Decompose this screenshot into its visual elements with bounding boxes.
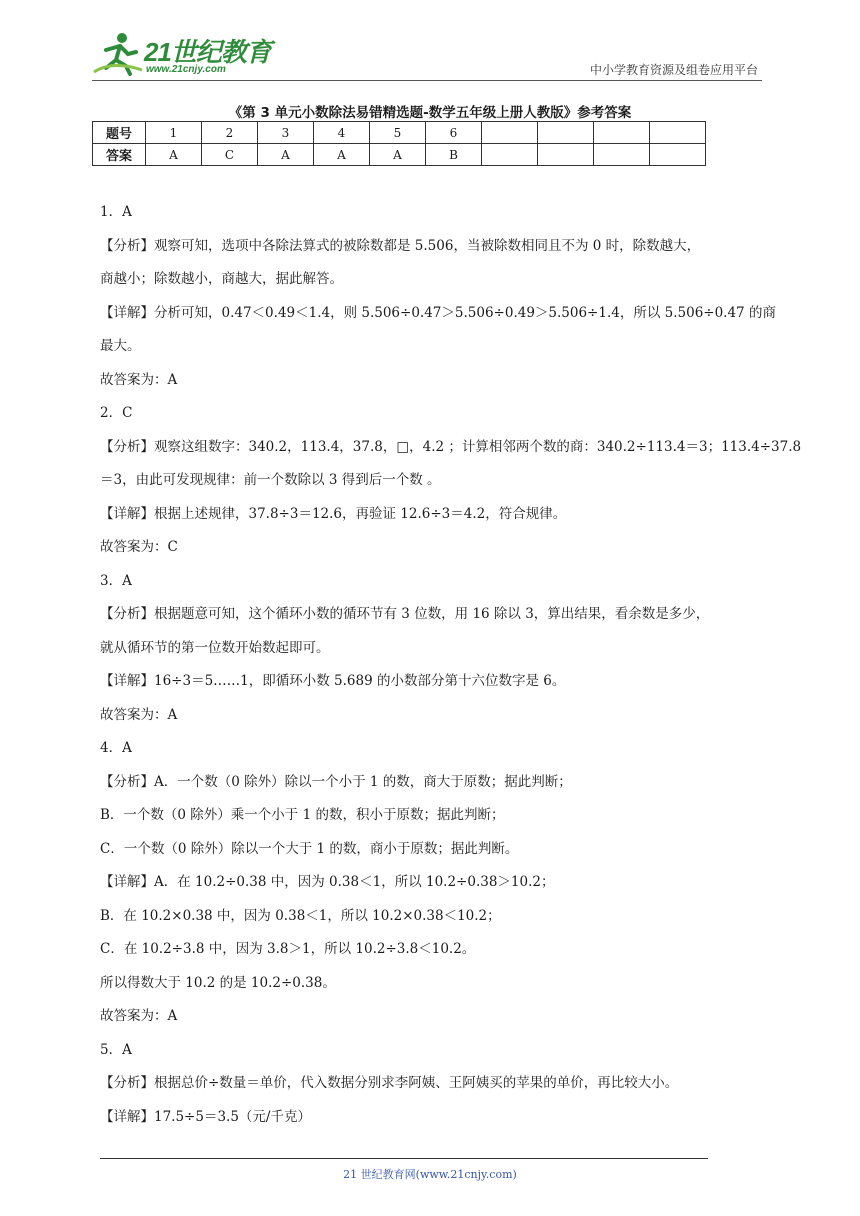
solution-line: 5．A [100, 1041, 132, 1058]
site-logo [92, 28, 272, 80]
answer-cell [538, 144, 594, 166]
solution-line: ＝3，由此可发现规律：前一个数除以 3 得到后一个数 。 [100, 472, 441, 488]
solution-line: 最大。 [100, 338, 141, 354]
solution-line: 2．C [100, 405, 133, 421]
answer-row [93, 144, 706, 166]
solution-line: 【分析】观察这组数字：340.2，113.4，37.8，□，4.2 ；计算相邻两个数的商：340.2÷113.4＝3；113.4÷37.8 [100, 438, 802, 455]
page-header [92, 28, 762, 80]
footer-divider [100, 1158, 708, 1159]
solution-line: 就从循环节的第一位数开始数起即可。 [100, 639, 330, 656]
solution-line: 【详解】分析可知，0.47＜0.49＜1.4，则 5.506÷0.47＞5.506÷0.49＞5.506÷1.4，所以 5.506÷0.47 的商 [100, 304, 776, 321]
solutions-body [100, 196, 802, 1134]
header-divider [92, 80, 762, 81]
question-number-cell: 3 [258, 122, 314, 144]
answer-table [92, 121, 706, 166]
logo-text: 21世纪教育 [144, 37, 271, 67]
solution-line: 【详解】17.5÷5＝3.5（元/千克） [100, 1108, 311, 1125]
question-number-row [93, 122, 706, 144]
solution-line: 商越小；除数越小，商越大，据此解答。 [100, 271, 343, 287]
question-number-cell [538, 122, 594, 144]
solution-line: 【分析】A．一个数（0 除外）除以一个小于 1 的数，商大于原数；据此判断； [100, 773, 572, 790]
solution-line: C．一个数（0 除外）除以一个大于 1 的数，商小于原数；据此判断。 [100, 840, 519, 857]
solution-line: 【分析】观察可知，选项中各除法算式的被除数都是 5.506，当被除数相同且不为 0 时，除数越大， [100, 237, 701, 254]
solution-line: 【详解】根据上述规律，37.8÷3＝12.6，再验证 12.6÷3＝4.2，符合规律。 [100, 505, 567, 522]
answer-cell: A [146, 144, 202, 166]
solution-line: 故答案为：A [100, 371, 178, 388]
solution-line: B．一个数（0 除外）乘一个小于 1 的数，积小于原数；据此判断； [100, 807, 505, 823]
question-number-cell [482, 122, 538, 144]
document-title: 《第 3 单元小数除法易错精选题-数学五年级上册人教版》参考答案 [228, 105, 632, 121]
solution-line: 【分析】根据总价÷数量＝单价，代入数据分别求李阿姨、王阿姨买的苹果的单价，再比较大小。 [100, 1075, 679, 1091]
question-number-cell: 4 [314, 122, 370, 144]
runner-logo-icon [92, 30, 144, 76]
solution-line: 1．A [100, 204, 132, 220]
solution-line: C．在 10.2÷3.8 中，因为 3.8＞1，所以 10.2÷3.8＜10.2。 [100, 941, 476, 957]
answer-cell: A [370, 144, 426, 166]
row-label-question: 题号 [93, 122, 146, 144]
row-label-answer: 答案 [93, 144, 146, 166]
solution-line: 3．A [100, 572, 132, 589]
question-number-cell [594, 122, 650, 144]
answer-cell [650, 144, 706, 166]
logo-url: www.21cnjy.com [146, 64, 226, 75]
solution-line: 故答案为：A [100, 706, 178, 723]
question-number-cell: 2 [202, 122, 258, 144]
answer-cell [482, 144, 538, 166]
solution-line: 所以得数大于 10.2 的是 10.2÷0.38。 [100, 974, 336, 991]
solution-line: 故答案为：C [100, 539, 178, 555]
solution-line: 【分析】根据题意可知，这个循环小数的循环节有 3 位数，用 16 除以 3，算出结果，看余数是多少， [100, 606, 710, 622]
answer-cell: C [202, 144, 258, 166]
solution-line: 故答案为：A [100, 1008, 178, 1024]
platform-label: 中小学教育资源及组卷应用平台 [589, 63, 758, 77]
solution-line: 【详解】16÷3＝5……1，即循环小数 5.689 的小数部分第十六位数字是 6。 [100, 673, 566, 689]
question-number-cell [650, 122, 706, 144]
answer-cell: A [258, 144, 314, 166]
question-number-cell: 6 [426, 122, 482, 144]
solution-line: 【详解】A．在 10.2÷0.38 中，因为 0.38＜1，所以 10.2÷0.38＞10.2； [100, 874, 555, 890]
answer-cell: A [314, 144, 370, 166]
question-number-cell: 1 [146, 122, 202, 144]
solution-line: 4．A [100, 740, 132, 756]
answer-cell [594, 144, 650, 166]
solution-line: B．在 10.2×0.38 中，因为 0.38＜1，所以 10.2×0.38＜10.2； [100, 907, 501, 924]
answer-cell: B [426, 144, 482, 166]
page-footer: 21 世纪教育网(www.21cnjy.com) [343, 1168, 517, 1181]
question-number-cell: 5 [370, 122, 426, 144]
